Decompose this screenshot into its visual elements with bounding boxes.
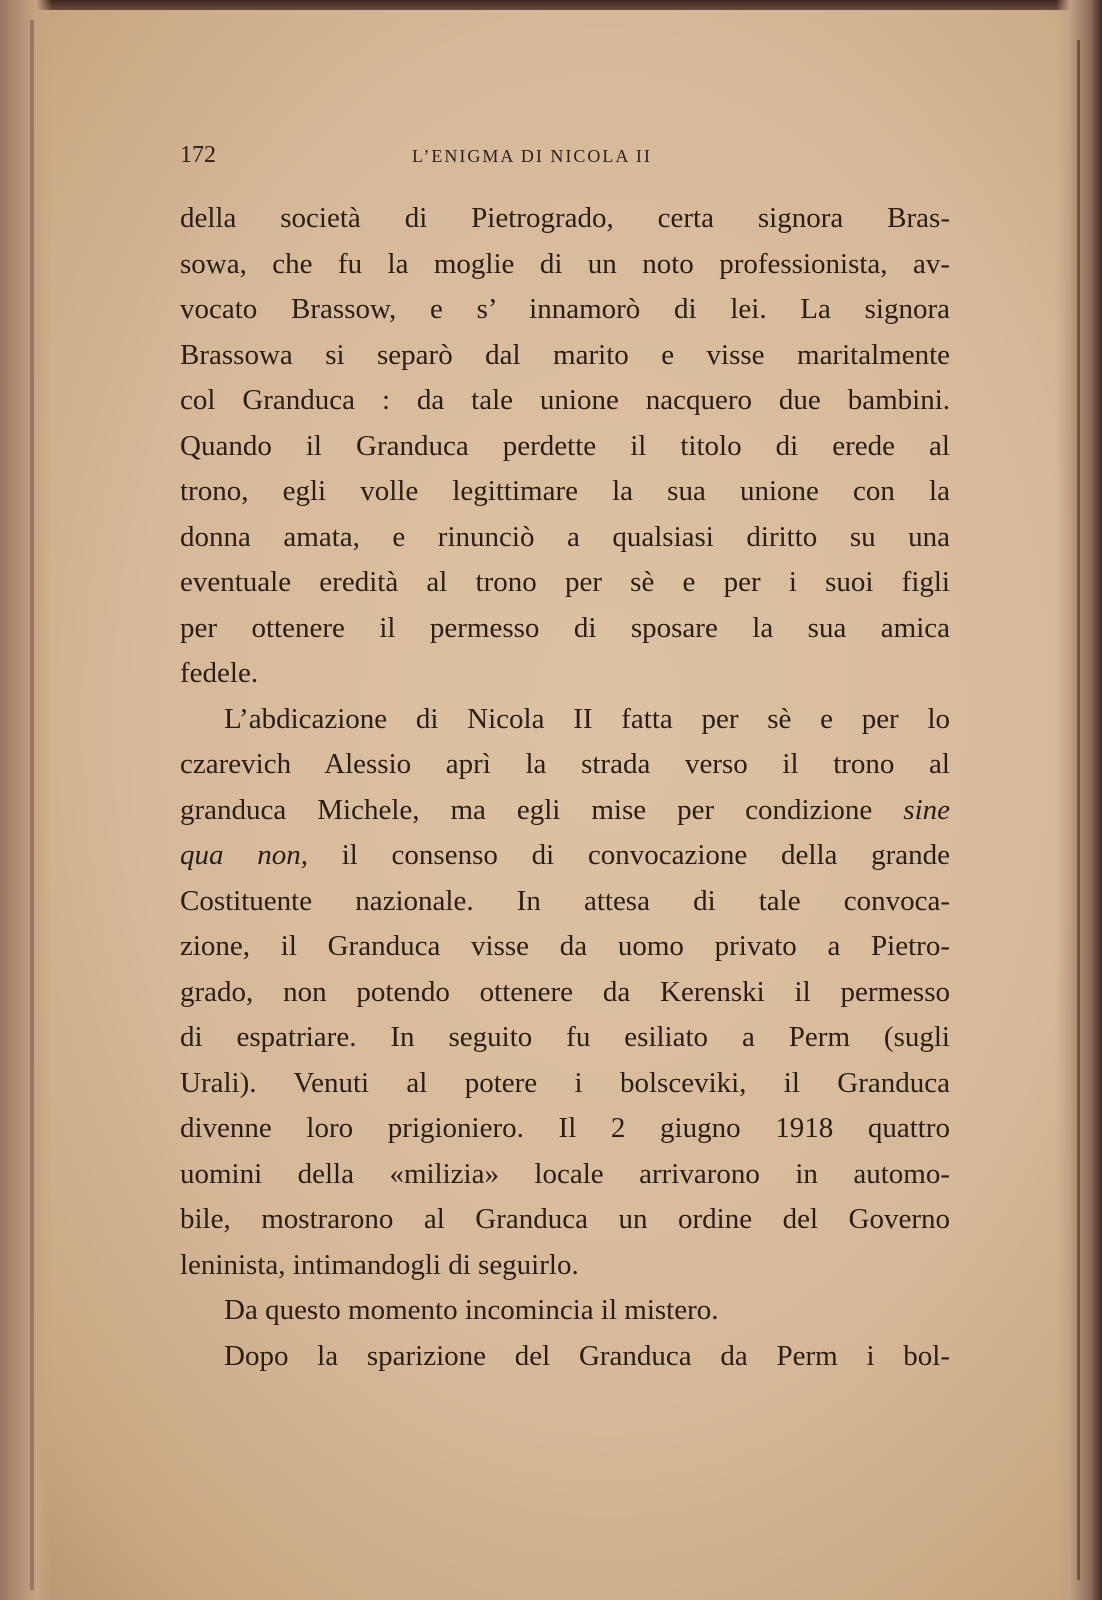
italic-phrase: sine	[903, 793, 950, 826]
text-line-mixed	[180, 788, 950, 834]
text-line: zione, il Granduca visse da uomo privato a Pietro-	[180, 930, 950, 962]
text-line: grado, non potendo ottenere da Kerenski il permesso	[180, 975, 950, 1008]
text-line: L’abdicazione di Nicola II fatta per sè e per lo	[224, 702, 950, 735]
text-line: sowa, che fu la moglie di un noto professionista, av-	[180, 247, 950, 280]
page-number: 172	[180, 142, 216, 168]
text-line: divenne loro prigioniero. Il 2 giugno 1918 quattro	[180, 1112, 950, 1144]
text-line: col Granduca : da tale unione nacquero due bambini.	[180, 384, 950, 416]
text-line: Costituente nazionale. In attesa di tale convoca-	[180, 884, 950, 917]
text-line: per ottenere il permesso di sposare la sua amica	[180, 611, 950, 644]
text-line: Brassowa si separò dal marito e visse maritalmente	[180, 338, 950, 371]
text-segment: il consenso di convocazione della grande	[307, 839, 950, 871]
page-header	[180, 142, 950, 172]
text-line: uomini della «milizia» locale arrivarono in automo-	[180, 1157, 950, 1190]
right-binding-line	[1077, 40, 1080, 1580]
text-line: Quando il Granduca perdette il titolo di erede al	[180, 429, 950, 462]
text-line: bile, mostrarono al Granduca un ordine del Governo	[180, 1203, 950, 1235]
left-binding-line	[30, 20, 34, 1590]
text-line: donna amata, e rinunciò a qualsiasi diritto su una	[180, 520, 950, 553]
text-line: trono, egli volle legittimare la sua unione con la	[180, 475, 950, 507]
running-title: L’ENIGMA DI NICOLA II	[412, 146, 652, 166]
text-line: Urali). Venuti al potere i bolsceviki, il Granduca	[180, 1066, 950, 1099]
text-line: della società di Pietrogrado, certa signora Bras-	[180, 202, 950, 234]
text-line: Dopo la sparizione del Granduca da Perm i bol-	[224, 1339, 950, 1372]
text-line: Da questo momento incomincia il mistero.	[224, 1294, 719, 1326]
text-line-mixed	[180, 833, 950, 879]
text-line: vocato Brassow, e s’ innamorò di lei. La signora	[180, 293, 950, 325]
text-line: leninista, intimandogli di seguirlo.	[180, 1248, 579, 1281]
body-text	[180, 196, 950, 1379]
left-page-edge	[0, 0, 52, 1600]
text-line: czarevich Alessio aprì la strada verso il trono al	[180, 748, 950, 780]
italic-phrase: qua non,	[180, 839, 308, 871]
text-segment: granduca Michele, ma egli mise per condizione	[180, 793, 904, 826]
top-edge-shadow	[0, 0, 1102, 10]
text-line: di espatriare. In seguito fu esiliato a Perm (sugli	[180, 1021, 950, 1053]
text-line: fedele.	[180, 657, 259, 689]
text-line: eventuale eredità al trono per sè e per i suoi figli	[180, 566, 950, 598]
